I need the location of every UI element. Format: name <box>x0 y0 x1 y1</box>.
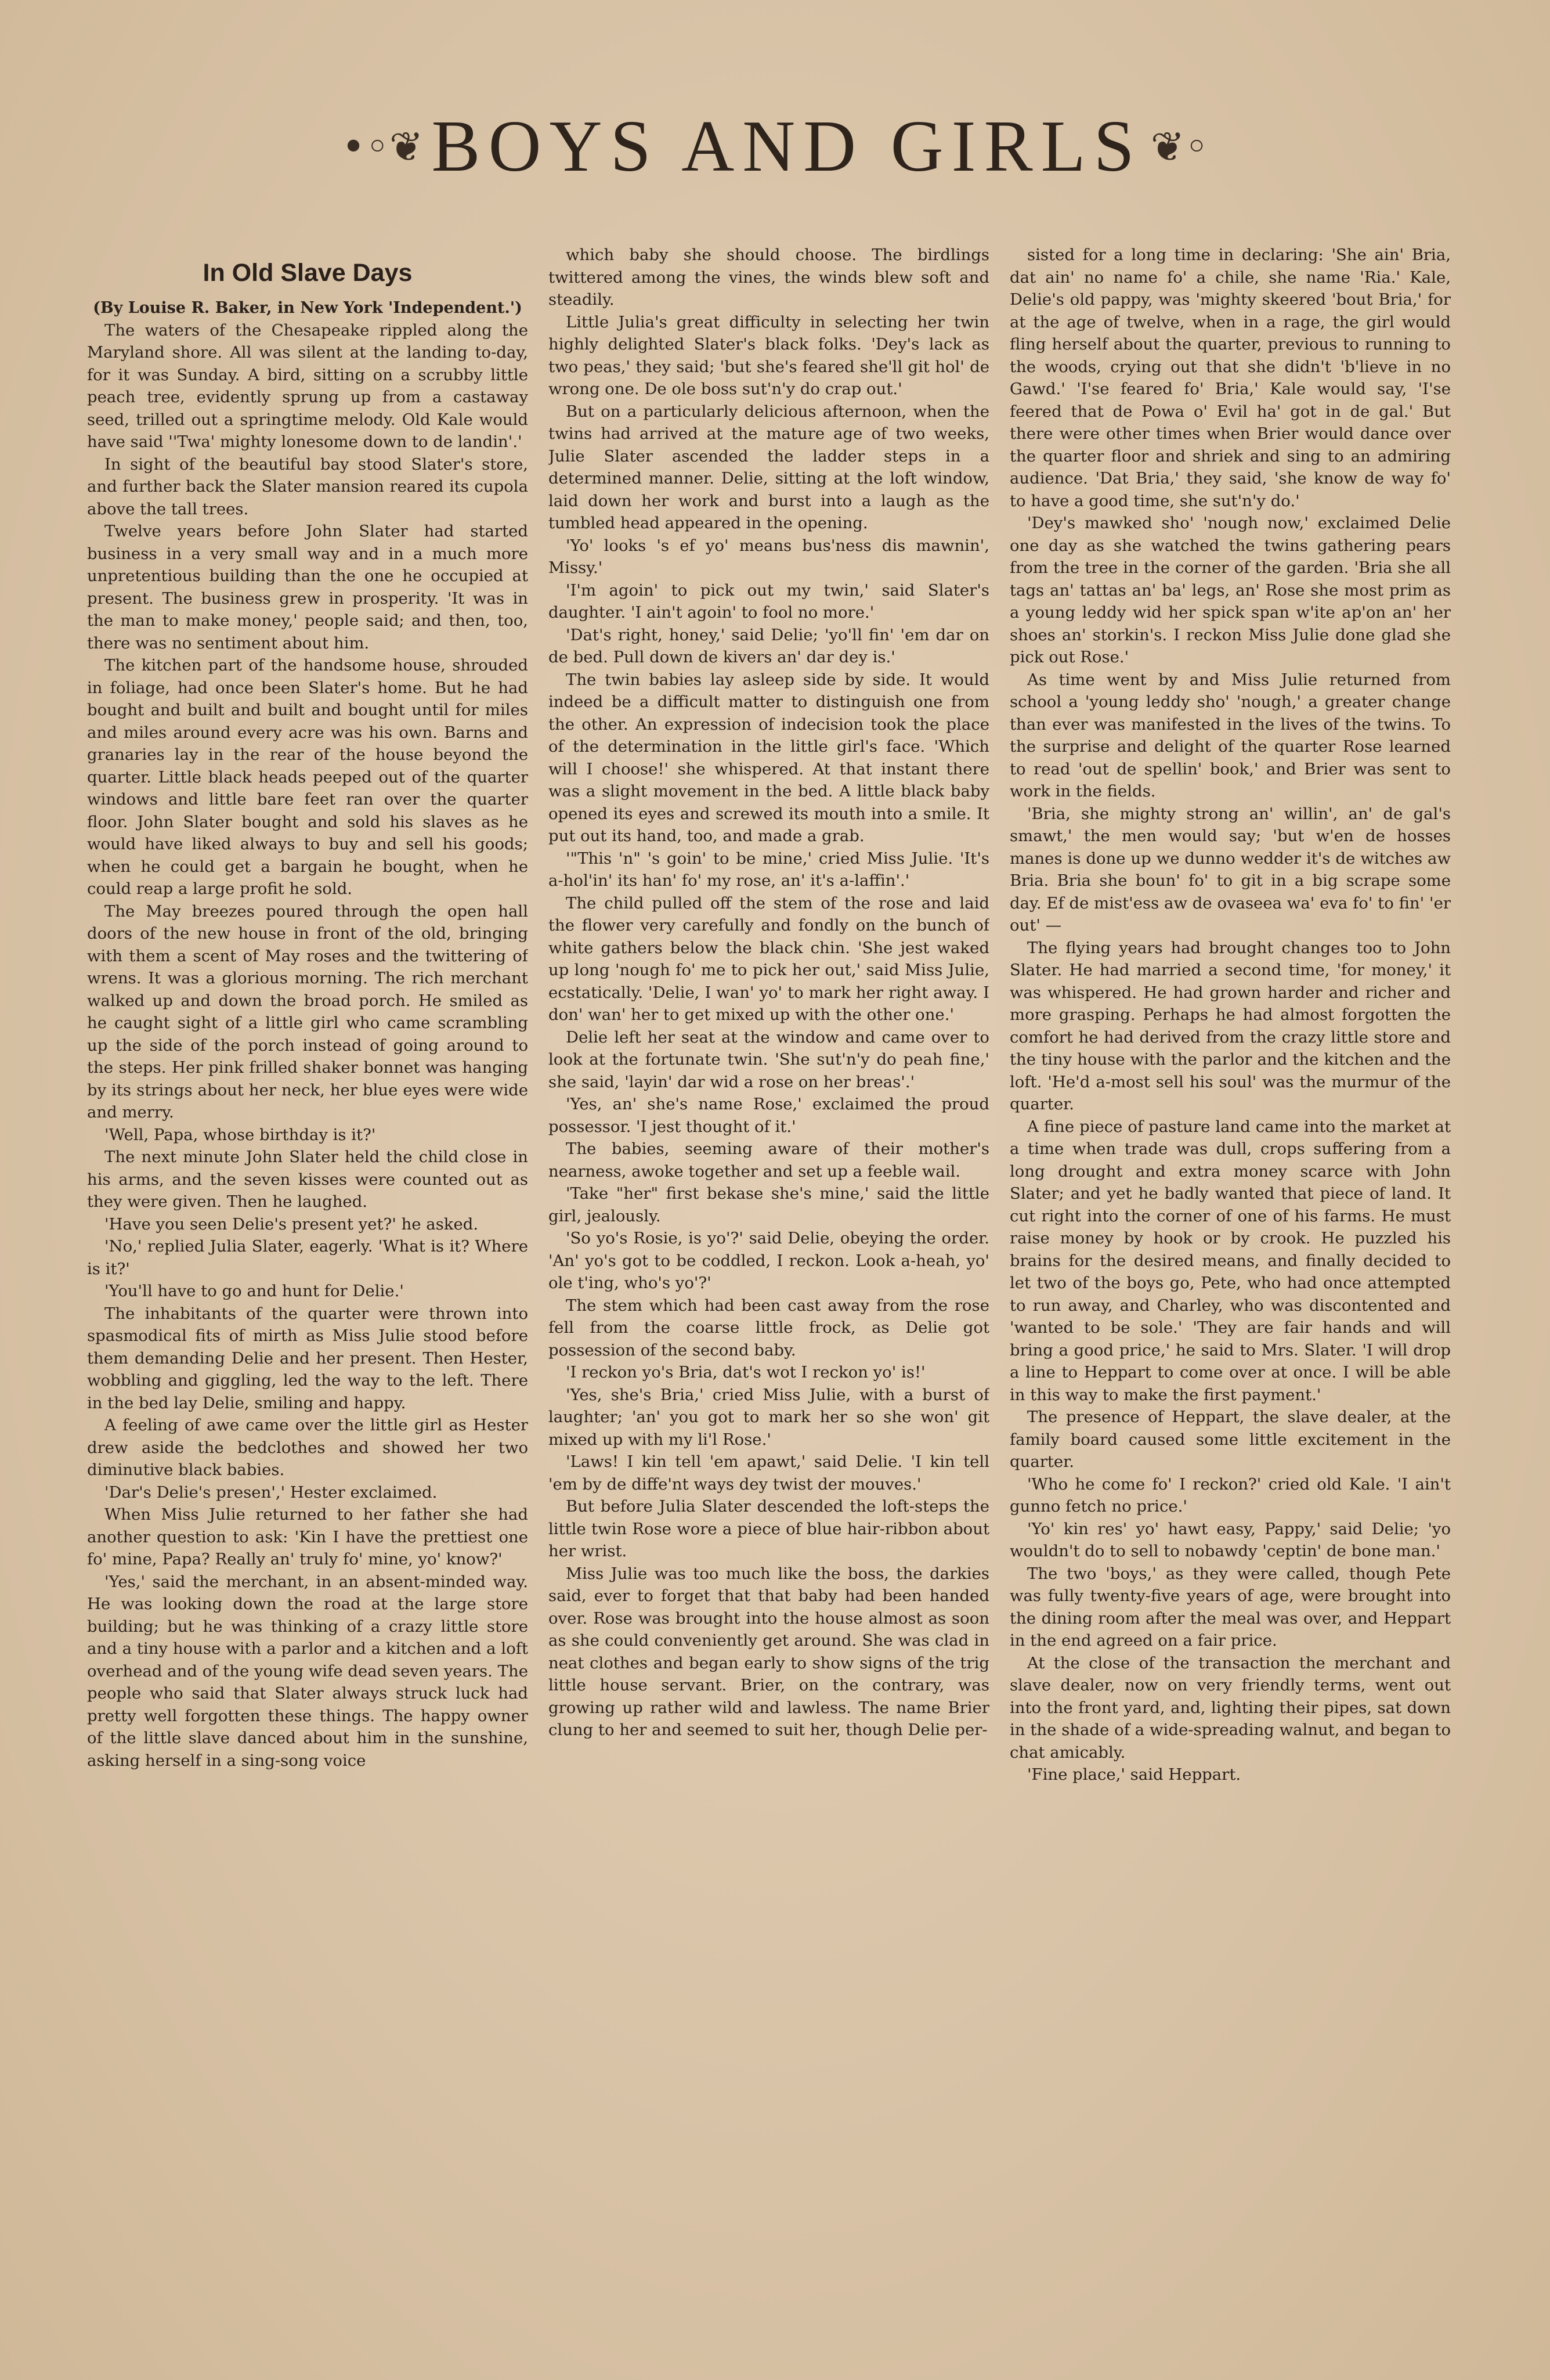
paragraph: Twelve years before John Slater had started business in a very small way and in a much more unpretentious building than the one he occupied at present. The business grew in prosperity. 'It was in the man to make money,' people said; and then, too, there was no sentiment about him. <box>87 522 528 652</box>
column-1-text <box>87 319 528 1772</box>
paragraph: sisted for a long time in declaring: 'She ain' Bria, dat ain' no name fo' a chile, she name 'Ria.' Kale, Delie's old pappy, was 'mighty skeered 'bout Bria,' for at the age of twelve, when in a rage, the girl would fling herself about the quarter, previous to running to the woods, crying out that she didn't 'b'lieve in no Gawd.' 'I'se feared fo' Bria,' Kale would say, 'I'se feered that de Powa o' Evil ha' got in de gal.' But there were other times when Brier would dance over the quarter floor and shriek and sing to an admiring audience. 'Dat Bria,' they said, 'she know de way fo' to have a good time, she sut'n'y do.' <box>1010 246 1451 510</box>
paragraph: The twin babies lay asleep side by side. It would indeed be a difficult matter to distinguish one from the other. An expression of indecision took the place of the determination in the little girl's face. 'Which will I choose!' she whispered. At that instant there was a slight movement in the bed. A little black baby opened its eyes and screwed its mouth into a smile. It put out its hand, too, and made a grab. <box>548 670 989 845</box>
paragraph: '"This 'n" 's goin' to be mine,' cried Miss Julie. 'It's a-hol'in' its han' fo' my rose, an' it's a-laffin'.' <box>548 849 989 890</box>
paragraph: Delie left her seat at the window and came over to look at the fortunate twin. 'She sut'n'y do peah fine,' she said, 'layin' dar wid a rose on her breas'.' <box>548 1027 989 1091</box>
paragraph: 'Laws! I kin tell 'em apawt,' said Delie. 'I kin tell 'em by de diffe'nt ways dey twist der mouves.' <box>548 1452 989 1494</box>
paragraph: 'Dey's mawked sho' 'nough now,' exclaimed Delie one day as she watched the twins gathering pears from the tree in the corner of the garden. 'Bria she all tags an' tattas an' ba' legs, an' Rose she most prim as a young leddy wid her spick span w'ite ap'on an' her shoes an' storkin's. I reckon Miss Julie done glad she pick out Rose.' <box>1010 514 1451 666</box>
paragraph: 'I'm agoin' to pick out my twin,' said Slater's daughter. 'I ain't agoin' to fool no more.' <box>548 580 989 622</box>
paragraph: 'Yes, an' she's name Rose,' exclaimed the proud possessor. 'I jest thought of it.' <box>548 1095 989 1136</box>
paragraph: The stem which had been cast away from the rose fell from the coarse little frock, as Delie got possession of the second baby. <box>548 1296 989 1360</box>
paragraph: The child pulled off the stem of the rose and laid the flower very carefully and fondly on the bunch of white gathers below the black chin. 'She jest waked up long 'nough fo' me to pick her out,' said Miss Julie, ecstatically. 'Delie, I wan' yo' to mark her right away. I don' wan' her to get mixed up with the other one.' <box>548 893 989 1024</box>
paragraph: 'No,' replied Julia Slater, eagerly. 'What is it? Where is it?' <box>87 1237 528 1278</box>
article-byline: (By Louise R. Baker, in New York 'Independent.') <box>93 299 522 318</box>
paragraph: The babies, seeming aware of their mother's nearness, awoke together and set up a feeble wail. <box>548 1139 989 1181</box>
paragraph: The flying years had brought changes too to John Slater. He had married a second time, 'for money,' it was whispered. He had grown harder and richer and more grasping. Perhaps he had almost forgotten the comfort he had derived from the crazy little store and the tiny house with the parlor and the kitchen and the loft. 'He'd a-most sell his soul' was the murmur of the quarter. <box>1010 938 1451 1113</box>
paragraph: But on a particularly delicious afternoon, when the twins had arrived at the mature age of two weeks, Julie Slater ascended the ladder steps in a determined manner. Delie, sitting at the loft window, laid down her work and burst into a laugh as the tumbled head appeared in the opening. <box>548 402 989 532</box>
paragraph: The next minute John Slater held the child close in his arms, and the seven kisses were counted out as they were given. Then he laughed. <box>87 1148 528 1211</box>
paragraph: The presence of Heppart, the slave dealer, at the family board caused some little excitement in the quarter. <box>1010 1408 1451 1471</box>
paragraph: A fine piece of pasture land came into the market at a time when trade was dull, crops suffering from a long drought and extra money scarce with John Slater; and yet he badly wanted that piece of land. It cut right into the corner of one of his farms. He must raise money by hook or by crook. He puzzled his brains for the desired means, and finally decided to let two of the boys go, Pete, who had once attempted to run away, and Charley, who was discontented and 'wanted to be sole.' 'They are fair hands and will bring a good price,' he said to Mrs. Slater. 'I will drop a line to Heppart to come over at once. I will be able in this way to make the first payment.' <box>1010 1117 1451 1404</box>
paragraph: As time went by and Miss Julie returned from school a 'young leddy sho' 'nough,' a greater change than ever was manifested in the lives of the twins. To the surprise and delight of the quarter Rose learned to read 'out de spellin' book,' and Brier was sent to work in the fields. <box>1010 670 1451 800</box>
paragraph: 'Well, Papa, whose birthday is it?' <box>104 1125 376 1144</box>
paragraph: The waters of the Chesapeake rippled along the Maryland shore. All was silent at the landing to-day, for it was Sunday. A bird, sitting on a scrubby little peach tree, evidently sprung up from a castaway seed, trilled out a springtime melody. Old Kale would have said ''Twa' mighty lonesome down to de landin'.' <box>87 320 528 452</box>
paragraph: 'Bria, she mighty strong an' willin', an' de gal's smawt,' the men would say; 'but w'en de hosses manes is done up we dunno wedder it's de witches aw Bria. Bria she boun' fo' to git in a big scrape some day. Ef de mist'ess aw de ovaseea wa' eva fo' to fin' 'er out' — <box>1010 804 1451 935</box>
paragraph: At the close of the transaction the merchant and slave dealer, now on very friendly terms, went out into the front yard, and, lighting their pipes, sat down in the shade of a wide-spreading walnut, and began to chat amicably. <box>1010 1653 1451 1762</box>
left-ornament: •◦❦ <box>341 123 424 171</box>
paragraph: But before Julia Slater descended the loft-steps the little twin Rose wore a piece of blue hair-ribbon about her wrist. <box>548 1497 989 1560</box>
column-3 <box>1010 244 1451 2345</box>
paragraph: The kitchen part of the handsome house, shrouded in foliage, had once been Slater's home. But he had bought and built and built and bought until for miles and miles around every acre was his own. Barns and granaries lay in the rear of the house beyond the quarter. Little black heads peeped out of the quarter windows and little bare feet ran over the quarter floor. John Slater bought and sold his slaves as he would have liked always to buy and sell his goods; when he could get a bargain he bought, when he could reap a large profit he sold. <box>87 656 528 899</box>
article-title: In Old Slave Days <box>203 259 413 287</box>
paragraph: 'Dat's right, honey,' said Delie; 'yo'll fin' 'em dar on de bed. Pull down de kivers an' dar dey is.' <box>548 625 989 666</box>
paragraph: The May breezes poured through the open hall doors of the new house in front of the old, bringing with them a scent of May roses and the twittering of wrens. It was a glorious morning. The rich merchant walked up and down the broad porch. He smiled as he caught sight of a little girl who came scrambling up the side of the porch instead of going around to the steps. Her pink frilled shaker bonnet was hanging by its strings about her neck, her blue eyes were wide and merry. <box>87 901 528 1122</box>
paragraph: In sight of the beautiful bay stood Slater's store, and further back the Slater mansion reared its cupola above the tall trees. <box>87 455 528 518</box>
paragraph: Miss Julie was too much like the boss, the darkies said, ever to forget that that baby had been handed over. Rose was brought into the house almost as soon as she could conveniently get around. She was clad in neat clothes and began early to show signs of the trig little house servant. Brier, on the contrary, was growing up rather wild and lawless. The name Brier clung to her and seemed to suit her, though Delie per- <box>548 1564 989 1739</box>
paragraph: 'Yo' looks 's ef yo' means bus'ness dis mawnin', Missy.' <box>548 536 989 577</box>
paragraph: Little Julia's great difficulty in selecting her twin highly delighted Slater's black folks. 'Dey's lack as two peas,' they said; 'but she's feared she'll git hol' de wrong one. De ole boss sut'n'y do crap out.' <box>548 312 989 398</box>
section-masthead <box>0 106 1550 187</box>
paragraph: 'I reckon yo's Bria, dat's wot I reckon yo' is!' <box>566 1363 926 1382</box>
paragraph: 'Yes, she's Bria,' cried Miss Julie, with a burst of laughter; 'an' you got to mark her so she won' git mixed up with my li'l Rose.' <box>548 1385 989 1449</box>
paragraph: 'Yo' kin res' yo' hawt easy, Pappy,' said Delie; 'yo wouldn't do to sell to nobawdy 'ceptin' de bone man.' <box>1010 1519 1451 1560</box>
column-2 <box>548 244 989 2345</box>
column-1 <box>87 244 528 2345</box>
paragraph: 'Who he come fo' I reckon?' cried old Kale. 'I ain't gunno fetch no price.' <box>1010 1474 1451 1516</box>
paragraph: When Miss Julie returned to her father she had another question to ask: 'Kin I have the prettiest one fo' mine, Papa? Really an' truly fo' mine, yo' know?' <box>87 1505 528 1569</box>
section-title: BOYS AND GIRLS <box>431 106 1143 187</box>
paragraph: The inhabitants of the quarter were thrown into spasmodical fits of mirth as Miss Julie stood before them demanding Delie and her present. Then Hester, wobbling and giggling, led the way to the left. There in the bed lay Delie, smiling and happy. <box>87 1304 528 1412</box>
column-2-text <box>548 244 989 1741</box>
paragraph: 'Take "her" first bekase she's mine,' said the little girl, jealously. <box>548 1184 989 1225</box>
right-ornament: ❦◦ <box>1150 123 1209 171</box>
paragraph: 'Yes,' said the merchant, in an absent-minded way. He was looking down the road at the large store building; but he was thinking of a crazy little store and a tiny house with a parlor and a kitchen and a loft overhead and of the young wife dead seven years. The people who said that Slater always struck luck had pretty well forgotten these things. The happy owner of the little slave danced about him in the sunshine, asking herself in a sing-song voice <box>87 1572 528 1770</box>
paragraph: 'You'll have to go and hunt for Delie.' <box>104 1282 404 1301</box>
paragraph: 'Fine place,' said Heppart. <box>1027 1765 1241 1784</box>
paragraph: 'So yo's Rosie, is yo'?' said Delie, obeying the order. 'An' yo's got to be coddled, I reckon. Look a-heah, yo' ole t'ing, who's yo'?' <box>548 1229 989 1292</box>
paragraph: 'Have you seen Delie's present yet?' he asked. <box>104 1214 479 1234</box>
paragraph: which baby she should choose. The birdlings twittered among the vines, the winds blew soft and steadily. <box>548 246 989 309</box>
paragraph: 'Dar's Delie's presen',' Hester exclaimed. <box>104 1483 438 1502</box>
paragraph: The two 'boys,' as they were called, though Pete was fully twenty-five years of age, were brought into the dining room after the meal was over, and Heppart in the end agreed on a fair price. <box>1010 1564 1451 1650</box>
paragraph: A feeling of awe came over the little girl as Hester drew aside the bedclothes and showed her two diminutive black babies. <box>87 1416 528 1480</box>
column-3-text <box>1010 244 1451 1786</box>
